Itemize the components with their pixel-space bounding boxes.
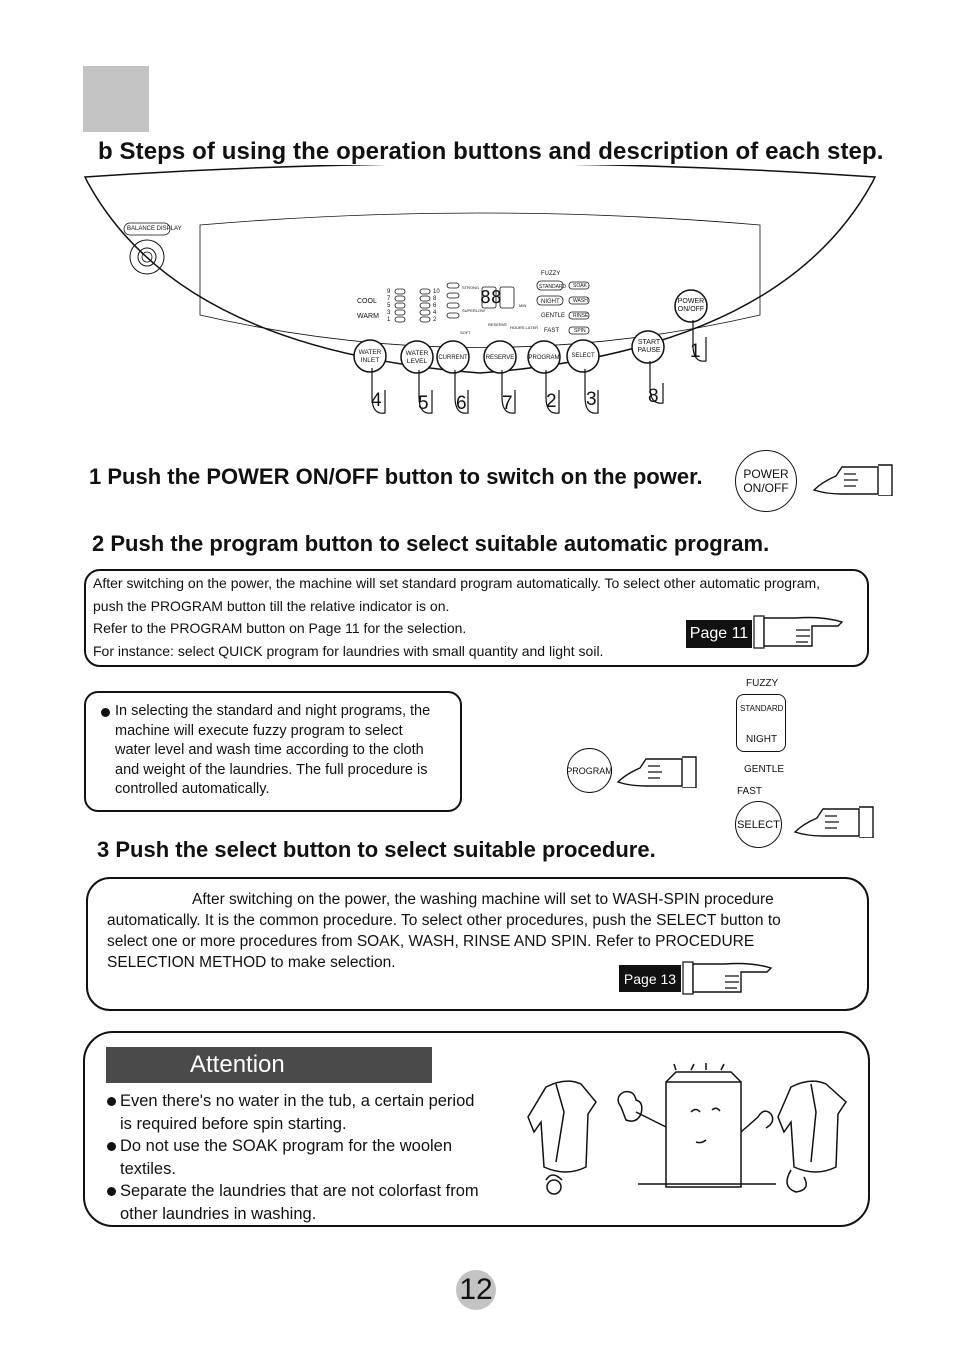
note-line: controlled automatically. [115,781,270,797]
step3-heading: 3 Push the select button to select suitable procedure. [97,837,656,862]
page-13-link[interactable]: Page 13 [619,965,681,992]
step2-line: After switching on the power, the machine will set standard program automatically. To select other automatic program, [93,575,821,591]
attention-text: other laundries in washing. [120,1204,317,1223]
program-button-panel[interactable]: PROGRAM [528,355,560,361]
step3-line: SELECTION METHOD to make selection. [107,954,396,971]
pointing-hand-icon [616,754,698,788]
step3-line: After switching on the power, the washing machine will set to WASH-SPIN procedure [192,891,774,908]
min-label: MIN [519,303,527,308]
callout-2: 2 [546,391,557,412]
pointing-hand-icon [681,958,775,998]
cool-label: COOL [357,298,377,305]
balance-display-label: BALANCE DISPLAY [127,226,182,232]
attention-text: Even there's no water in the tub, a certain period [120,1092,475,1110]
callout-3: 3 [586,389,597,410]
standard-label: STANDARD [740,704,784,713]
fuzzy-label: FUZZY [746,678,779,689]
step2-line: Refer to the PROGRAM button on Page 11 for the selection. [93,620,467,636]
reserve-indicator-label: RESERVE [488,322,508,327]
rinse-indicator-label: RINSE [573,313,589,319]
night-label: NIGHT [746,734,778,745]
callout-1: 1 [690,341,701,362]
step2-line: For instance: select QUICK program for laundries with small quantity and light soil. [93,642,604,659]
right-scale: 10 8 6 4 2 [433,289,440,323]
start-pause-button[interactable]: START PAUSE [637,339,661,354]
attention-text: Separate the laundries that are not colorfast from [120,1182,479,1200]
section-marker [83,66,149,132]
pointing-hand-icon [752,612,846,652]
spin-indicator-label: SPIN [574,328,586,334]
step3-description [107,889,781,973]
attention-item [107,1090,479,1135]
select-button-panel[interactable]: SELECT [571,353,595,359]
bullet-icon [107,1097,116,1106]
fuzzy-indicator-label: FUZZY [541,271,561,277]
fast-indicator-label: FAST [544,328,560,334]
fuzzy-note [101,702,430,800]
page-11-link[interactable]: Page 11 [686,620,752,648]
attention-item [107,1180,479,1225]
reserve-button[interactable]: RESERVE [485,355,515,361]
step2-description [93,572,865,662]
callout-8: 8 [648,386,659,407]
digital-display: 88 [480,287,502,308]
callout-7: 7 [502,393,513,414]
bullet-icon [107,1187,116,1196]
left-scale: 9 7 5 3 1 [387,289,391,323]
select-button[interactable]: SELECT [735,801,782,848]
step3-line: select one or more procedures from SOAK, WASH, RINSE AND SPIN. Refer to PROCEDURE [107,933,755,950]
note-line: machine will execute fuzzy program to select [115,722,403,739]
fast-label: FAST [737,786,763,797]
gentle-indicator-label: GENTLE [541,313,566,319]
wash-indicator-label: WASH [573,298,588,304]
soft-label: SOFT [460,330,471,335]
washing-machine-cartoon [526,1062,856,1214]
pointing-hand-icon [793,804,875,838]
night-indicator-label: NIGHT [541,299,560,305]
attention-title: Attention [106,1047,432,1083]
power-button-line1: POWER [743,467,789,481]
note-line: In selecting the standard and night programs, the [115,703,431,719]
attention-text: textiles. [120,1159,176,1178]
power-on-off-button[interactable] [735,450,797,512]
note-line: water level and wash time according to the cloth [115,742,424,758]
power-button-panel[interactable]: POWER ON/OFF [677,298,705,313]
callout-5: 5 [418,393,429,414]
callout-4: 4 [371,390,382,411]
soak-indicator-label: SOAK [573,283,587,289]
attention-text: is required before spin starting. [120,1114,347,1133]
callout-6: 6 [456,393,467,414]
attention-text: Do not use the SOAK program for the woolen [120,1137,453,1155]
attention-item [107,1135,479,1180]
step1-heading: 1 Push the POWER ON/OFF button to switch on the power. [89,464,703,489]
power-button-line2: ON/OFF [743,481,789,495]
strong-label: STRONG [462,285,480,290]
page-heading: b Steps of using the operation buttons and description of each step. [98,138,884,165]
pointing-hand-icon [812,462,894,496]
bullet-icon [107,1142,116,1151]
step2-heading: 2 Push the program button to select suitable automatic program. [92,531,770,556]
water-level-button[interactable]: WATER LEVEL [405,350,429,365]
step2-line: push the PROGRAM button till the relative indicator is on. [93,597,450,614]
note-line: and weight of the laundries. The full procedure is [115,761,428,778]
attention-list [107,1090,479,1225]
bullet-icon [101,708,110,717]
superlow-label: SUPERLOW [462,308,485,313]
gentle-label: GENTLE [744,764,785,775]
step3-line: automatically. It is the common procedure. To select other procedures, push the SELECT button to [107,912,781,929]
page-number: 12 [456,1270,496,1310]
warm-label: WARM [357,313,379,320]
hours-later-label: HOURS LATER [510,325,539,330]
water-inlet-button[interactable]: WATER INLET [358,349,382,364]
standard-indicator-label: STANDARD [539,284,567,290]
current-button[interactable]: CURRENT [438,355,468,361]
program-button[interactable]: PROGRAM [567,748,612,793]
